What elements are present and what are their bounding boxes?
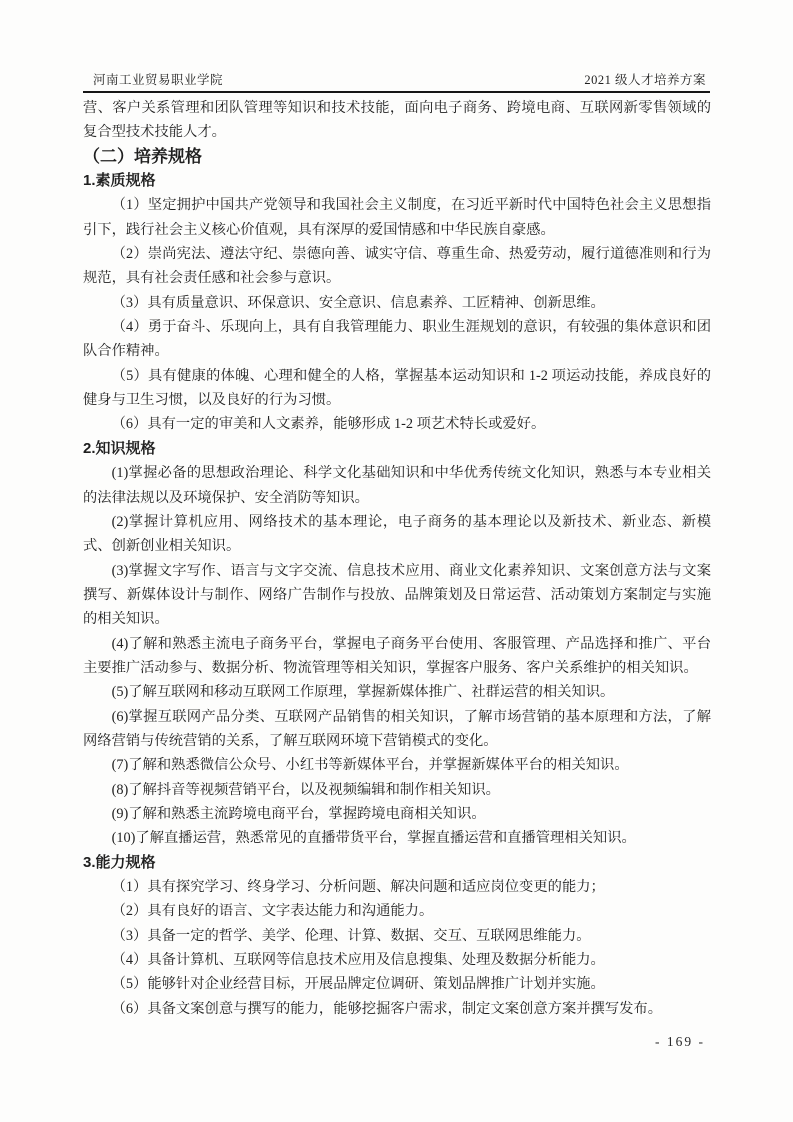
paragraph-knowledge-2: (2)掌握计算机应用、网络技术的基本理论，电子商务的基本理论以及新技术、新业态、新模式、创新创业相关知识。 [83, 513, 711, 555]
paragraph-ability-1: （1）具有探究学习、终身学习、分析问题、解决问题和适应岗位变更的能力； [111, 879, 605, 895]
paragraph-ability-6: （6）具备文案创意与撰写的能力，能够挖掘客户需求，制定文案创意方案并撰写发布。 [111, 1000, 663, 1017]
subsection-heading-quality-specs: 1.素质规格 [83, 172, 156, 190]
paragraph-knowledge-7: (7)了解和熟悉微信公众号、小红书等新媒体平台，并掌握新媒体平台的相关知识。 [111, 757, 629, 774]
header-rule [83, 91, 710, 93]
paragraph-knowledge-4: (4)了解和熟悉主流电子商务平台，掌握电子商务平台使用、客服管理、产品选择和推广、平台主要推广活动参与、数据分析、物流管理等相关知识，掌握客户服务、客户关系维护的相关知识。 [83, 635, 711, 676]
header-plan-title: 2021 级人才培养方案 [584, 73, 706, 87]
paragraph-quality-1: （1）坚定拥护中国共产党领导和我国社会主义制度，在习近平新时代中国特色社会主义思想指引下，践行社会主义核心价值观，具有深厚的爱国情感和中华民族自豪感。 [83, 197, 711, 238]
paragraph-quality-5: （5）具有健康的体魄、心理和健全的人格，掌握基本运动知识和 1-2 项运动技能，养成良好的健身与卫生习惯，以及良好的行为习惯。 [83, 367, 711, 409]
subsection-heading-ability-specs: 3.能力规格 [83, 853, 156, 871]
paragraph-intro-continuation: 营、客户关系管理和团队管理等知识和技术技能，面向电子商务、跨境电商、互联网新零售领域的复合型技术技能人才。 [83, 100, 711, 141]
paragraph-knowledge-1: (1)掌握必备的思想政治理论、科学文化基础知识和中华优秀传统文化知识，熟悉与本专业相关的法律法规以及环境保护、安全消防等知识。 [83, 465, 711, 506]
subsection-heading-knowledge-specs: 2.知识规格 [83, 439, 156, 457]
document-body [83, 96, 711, 1021]
paragraph-knowledge-8: (8)了解抖音等视频营销平台，以及视频编辑和制作相关知识。 [111, 781, 500, 798]
paragraph-quality-4: （4）勇于奋斗、乐现向上，具有自我管理能力、职业生涯规划的意识，有较强的集体意识和团队合作精神。 [83, 319, 711, 360]
paragraph-ability-5: （5）能够针对企业经营目标，开展品牌定位调研、策划品牌推广计划并实施。 [111, 976, 605, 993]
page-number: - 169 - [655, 1034, 705, 1049]
paragraph-knowledge-6: (6)掌握互联网产品分类、互联网产品销售的相关知识，了解市场营销的基本原理和方法，了解网络营销与传统营销的关系，了解互联网环境下营销模式的变化。 [83, 708, 711, 749]
paragraph-knowledge-5: (5)了解互联网和移动互联网工作原理，掌握新媒体推广、社群运营的相关知识。 [111, 684, 615, 701]
paragraph-knowledge-9: (9)了解和熟悉主流跨境电商平台，掌握跨境电商相关知识。 [111, 805, 486, 822]
paragraph-quality-6: （6）具有一定的审美和人文素养，能够形成 1-2 项艺术特长或爱好。 [111, 416, 546, 433]
paragraph-ability-3: （3）具备一定的哲学、美学、伦理、计算、数据、交互、互联网思维能力。 [111, 927, 591, 944]
section-heading-training-specs: （二）培养规格 [83, 146, 202, 166]
paragraph-quality-3: （3）具有质量意识、环保意识、安全意识、信息素养、工匠精神、创新思维。 [111, 294, 605, 311]
paragraph-knowledge-10: (10)了解直播运营，熟悉常见的直播带货平台，掌握直播运营和直播管理相关知识。 [111, 830, 636, 847]
paragraph-quality-2: （2）崇尚宪法、遵法守纪、崇德向善、诚实守信、尊重生命、热爱劳动，履行道德准则和行为规范，具有社会责任感和社会参与意识。 [83, 246, 711, 287]
paragraph-ability-2: （2）具有良好的语言、文字表达能力和沟通能力。 [111, 903, 434, 920]
paragraph-knowledge-3: (3)掌握文字写作、语言与文字交流、信息技术应用、商业文化素养知识、文案创意方法与文案撰写、新媒体设计与制作、网络广告制作与投放、品牌策划及日常运营、活动策划方案制定与实施的相关知识。 [83, 562, 711, 628]
header-school-name: 河南工业贸易职业学院 [93, 73, 224, 87]
paragraph-ability-4: （4）具备计算机、互联网等信息技术应用及信息搜集、处理及数据分析能力。 [111, 952, 605, 969]
